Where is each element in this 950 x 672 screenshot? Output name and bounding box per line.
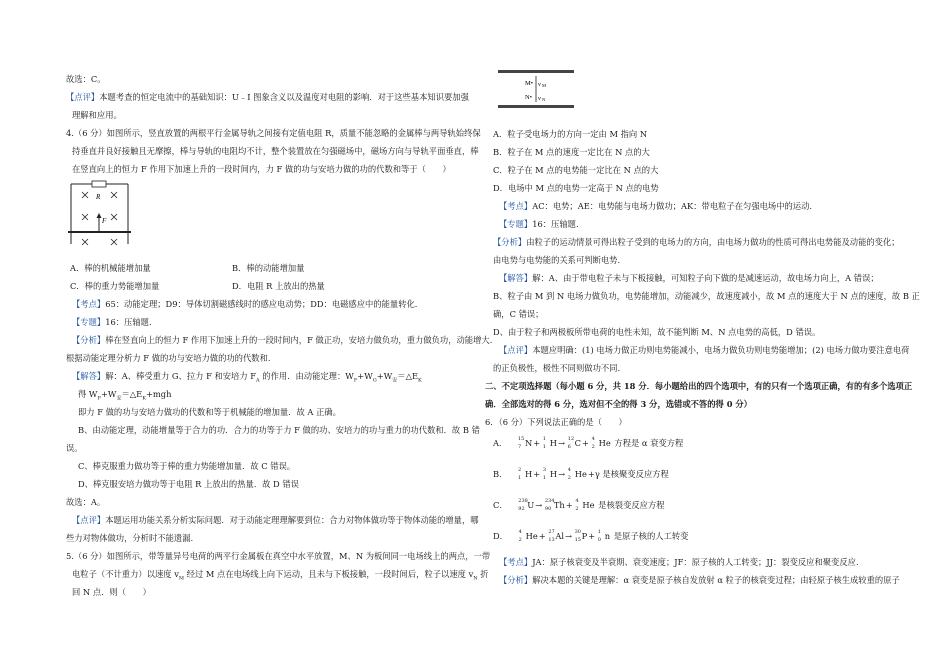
q5-jieda-2: B、粒子由 M 到 N 电场力做负功，电势能增加，动能减少，故速度减小，故 M 点的速度大于 N 点的速度，故 B 正	[493, 291, 920, 301]
q4-option-d: D．电阻 R 上放出的热量	[232, 281, 325, 291]
q5-option-a: A．粒子受电场力的方向一定由 M 指向 N	[493, 129, 648, 139]
q5-plate-figure	[498, 64, 578, 112]
comment-line	[66, 91, 469, 105]
q4-jieda-5: 误。	[66, 443, 83, 453]
lower-plate	[498, 105, 574, 108]
q4-kaodian: 【考点】65：动能定理；D9：导体切割磁感线时的感应电动势；DD：电磁感应中的能量转化.	[72, 299, 418, 309]
point-m-label: M•	[525, 80, 534, 87]
upper-plate	[498, 70, 574, 73]
q4-fenxi-2: 根据动能定理分析力 F 做的功与安培力做的功的代数和.	[66, 353, 271, 363]
q4-jieda-4: B、由动能定理，动能增量等于合力的功．合力的功等于力 F 做的功、安培力的功与重力的功代数和．故 B 错	[78, 425, 480, 435]
q5-fenxi-1: 【分析】由粒子的运动情景可得出粒子受到的电场力的方向，由电场力做功的性质可得出电势能及动能的变化；	[493, 237, 900, 247]
q5-dianping-1: 【点评】本题应明确：(1) 电场力做正功则电势能减小，电场力做负功则电势能增加；(2) 电场力做功要注意电荷	[499, 345, 910, 355]
svg-text:N: N	[542, 97, 546, 102]
resistor-symbol	[92, 181, 106, 187]
q5-option-d: D．电场中 M 点的电势一定高于 N 点的电势	[493, 183, 659, 193]
q5-jieda-1: 【解答】解：A、由于带电粒子未与下板接触，可知粒子向下做的是减速运动，故电场力向上，A 错误；	[499, 273, 879, 283]
q4-dianping-1: 【点评】本题运用功能关系分析实际问题．对于动能定理理解要到位：合力对物体做功等于物体动能的增量，哪	[72, 515, 479, 525]
q5-jieda-3: 确，C 错误；	[493, 309, 544, 319]
comment-tag: 【点评】	[66, 92, 100, 102]
q6-kaodian: 【考点】JA：原子核衰变及半衰期、衰变速度；JF：原子核的人工转变；JJ：裂变反应和聚变反应.	[499, 557, 859, 567]
q5-stem-line-2: 电粒子（不计重力）以速度 $v_M$ 经过 M 点在电场线上向下运动，且未与下板接触，一段时间后，粒子以速度 $v_N$ 折	[72, 569, 489, 582]
q4-jieda-2: 得 $W_F+W_安=\triangle E_K+mgh$	[78, 389, 172, 402]
q4-option-b: B．棒的动能增加量	[232, 263, 305, 273]
resistor-label: R	[96, 193, 101, 201]
q5-dianping-2: 的正负极性，极性不同则做功不同.	[493, 363, 621, 373]
comment-text: 本题考查的恒定电流中的基础知识：U﹣I 图象含义以及温度对电阻的影响．对于这些基本知识要加强	[99, 92, 469, 102]
q6-option-b: B． 2 1 H+ 3 1 H→ 4 2 He+γ 是核聚变反应方程	[493, 467, 669, 481]
q6-stem: 6．（6 分）下列说法正确的是（ ）	[485, 417, 627, 427]
q5-fenxi-2: 由电势与电势能的关系可判断电势.	[493, 255, 621, 265]
section-2-heading-2: 确．全部选对的得 6 分，选对但不全的得 3 分，选错或不答的得 0 分）	[485, 399, 752, 409]
q5-kaodian: 【考点】AC：电势；AE：电势能与电场力做功；AK：带电粒子在匀强电场中的运动.	[499, 201, 813, 211]
section-2-heading-1: 二、不定项选择题（每小题 6 分，共 18 分．每小题给出的四个选项中，有的只有一个选项正确，有的有多个选项正	[485, 381, 913, 391]
isotope: 15 7 N	[517, 436, 533, 450]
q5-jieda-4: D、由于粒子和两极板所带电荷的电性未知，故不能判断 M、N 点电势的高低，D 错误。	[493, 327, 821, 337]
q4-fenxi-1: 【分析】棒在竖直向上的恒力 F 作用下加速上升的一段时间内，F 做正功，安培力做负功，重力做负功，动能增大.	[72, 335, 493, 345]
q5-option-c: C．粒子在 M 点的电势能一定比在 N 点的大	[493, 165, 659, 175]
q5-stem-line-3: 回 N 点．则（ ）	[72, 587, 151, 597]
q4-option-c: C．棒的重力势能增加量	[70, 281, 160, 291]
force-label: F	[102, 217, 107, 225]
q4-rail-figure	[68, 178, 132, 254]
q4-jieda-6: C、棒克服重力做功等于棒的重力势能增加量．故 C 错误。	[78, 461, 296, 471]
q6-option-c: C． 238 92 U→ 234 90 Th+ 4 2 He 是核裂变反应方程	[493, 498, 665, 512]
q6-option-a: A． 15 7 N+ 1 1 H→ 12 6 C+ 4 2 He 方程是 α 衰变方程	[493, 436, 684, 450]
comment-line-2: 理解和应用。	[72, 110, 122, 120]
q4-jieda-1: 【解答】解：A、棒受重力 G、拉力 F 和安培力 $F_A$ 的作用．由动能定理：$W_F+W_G+W_安=\triangle E_K$	[72, 371, 422, 384]
answer-line: 故选：C。	[66, 74, 106, 84]
q4-dianping-2: 些力对物体做功，分析时不能遗漏.	[66, 533, 194, 543]
q5-zhuanti: 【专题】16：压轴题.	[499, 219, 579, 229]
q4-stem-line-3: 在竖直向上的恒力 F 作用下加速上升的一段时间内，力 F 做的功与安培力做的功的代数和等于（ ）	[72, 164, 451, 174]
point-n-label: N•	[525, 94, 532, 101]
q5-stem-line-1: 5.（6 分）如图所示，带等量异号电荷的两平行金属板在真空中水平放置，M、N 为板间同一电场线上的两点，一带	[66, 551, 491, 561]
svg-text:M: M	[542, 83, 547, 88]
q6-option-d: D． 4 2 He+ 27 13 Al→ 30 15 P+ 1 0 n 是原子核的人工转变	[493, 529, 689, 543]
q6-fenxi: 【分析】解决本题的关键是理解：α 衰变是原子核自发放射 α 粒子的核衰变过程；由轻原子核生成较重的原子	[499, 575, 900, 585]
vn-label: v	[538, 95, 541, 102]
q4-stem-line-2: 持垂直并良好接触且无摩擦，棒与导轨的电阻均不计，整个装置放在匀强磁场中，磁场方向与导轨平面垂直，棒	[72, 146, 479, 156]
q4-stem-line-1: 4.（6 分）如图所示，竖直放置的两根平行金属导轨之间接有定值电阻 R，质量不能忽略的金属棒与两导轨始终保	[66, 128, 481, 138]
q4-zhuanti: 【专题】16：压轴题.	[72, 317, 152, 327]
q4-option-a: A．棒的机械能增加量	[70, 263, 151, 273]
q4-jieda-3: 即力 F 做的功与安培力做功的代数和等于机械能的增加量．故 A 正确。	[78, 407, 341, 417]
q4-answer: 故选：A。	[66, 497, 106, 507]
vm-label: v	[538, 81, 541, 88]
q5-option-b: B．粒子在 M 点的速度一定比在 N 点的大	[493, 147, 650, 157]
q4-jieda-7: D、棒克服安培力做功等于电阻 R 上放出的热量．故 D 错误	[78, 479, 299, 489]
